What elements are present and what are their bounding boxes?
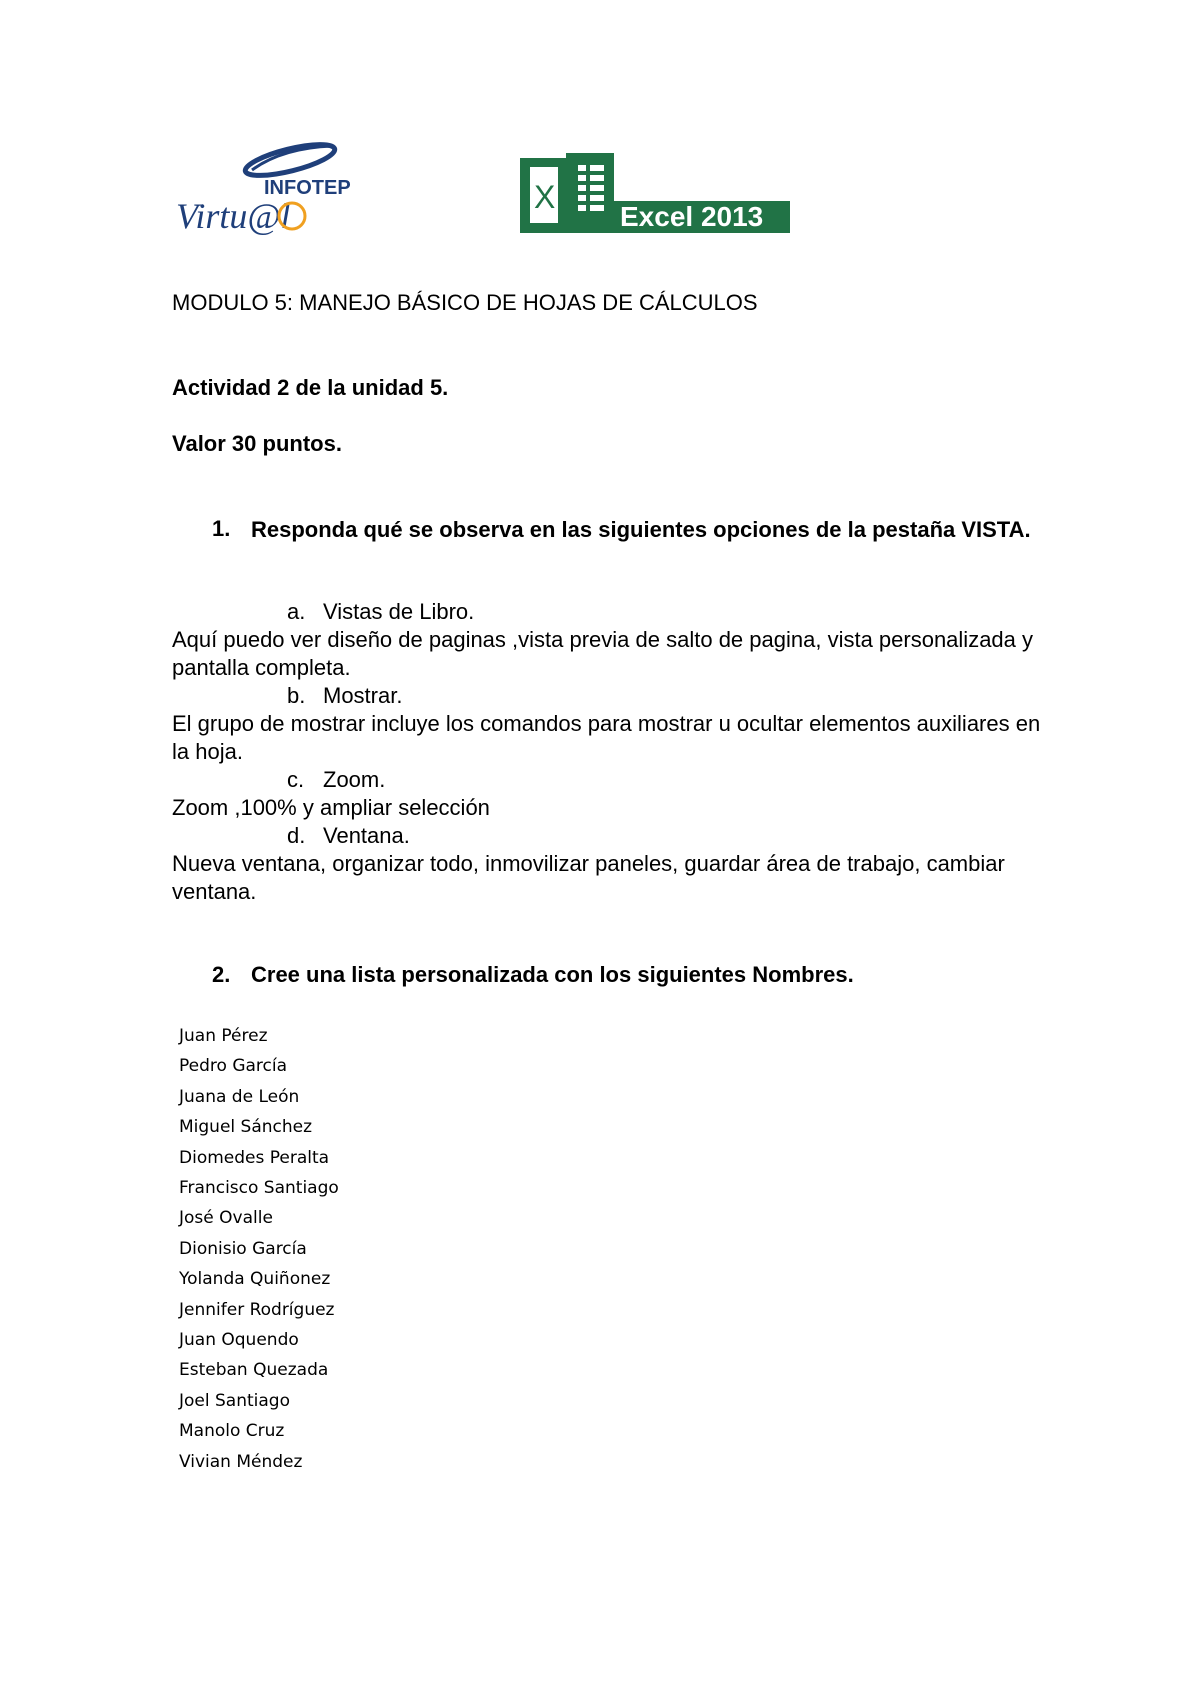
- answer-a-label: [172, 598, 1052, 626]
- list-item: Juan Oquendo: [179, 1330, 299, 1351]
- answer-b-text: El grupo de mostrar incluye los comandos para mostrar u ocultar elementos auxiliares en la hoja.: [172, 711, 1041, 764]
- list-item: Juan Pérez: [179, 1026, 268, 1046]
- infotep-virtual-logo: [172, 140, 354, 235]
- list-item: Vivian Méndez: [179, 1451, 303, 1472]
- answer-a-letter: a.: [287, 599, 306, 624]
- list-item: Pedro García: [179, 1056, 288, 1077]
- answer-a-title: Vistas de Libro.: [323, 599, 475, 624]
- answer-d-letter: d.: [287, 823, 306, 848]
- answer-d-title: Ventana.: [323, 823, 410, 848]
- list-item: Yolanda Quiñonez: [179, 1269, 331, 1290]
- module-title: MODULO 5: MANEJO BÁSICO DE HOJAS DE CÁLCULOS: [172, 290, 758, 315]
- activity-heading: Actividad 2 de la unidad 5.: [172, 375, 449, 400]
- value-heading: Valor 30 puntos.: [172, 431, 342, 456]
- answer-d-text: Nueva ventana, organizar todo, inmovilizar paneles, guardar área de trabajo, cambiar ventana.: [172, 851, 1005, 904]
- answer-d-label: [172, 822, 1052, 850]
- excel-x-icon: X: [534, 179, 556, 215]
- list-item: Miguel Sánchez: [179, 1117, 313, 1138]
- infotep-wordmark: INFOTEP: [264, 177, 351, 199]
- answer-c-label: [172, 766, 1052, 794]
- list-item: José Ovalle: [179, 1208, 273, 1229]
- answer-c-letter: c.: [287, 767, 305, 792]
- answer-b-letter: b.: [287, 683, 306, 708]
- list-item: Francisco Santiago: [179, 1178, 339, 1199]
- list-item: Diomedes Peralta: [179, 1147, 330, 1168]
- list-item: Jennifer Rodríguez: [179, 1299, 335, 1320]
- question-2-number: 2.: [212, 962, 231, 987]
- question-1-text: Responda qué se observa en las siguientes opciones de la pestaña VISTA.: [251, 517, 1031, 542]
- list-item: Dionisio García: [179, 1238, 307, 1259]
- question-2-text: Cree una lista personalizada con los siguientes Nombres.: [251, 962, 854, 987]
- virtual-wordmark: Virtu@l: [176, 196, 291, 235]
- question-1-number: 1.: [212, 516, 231, 541]
- answer-b-label: [172, 682, 1052, 710]
- list-item: Juana de León: [179, 1086, 300, 1107]
- list-item: Manolo Cruz: [179, 1421, 285, 1442]
- list-item: Joel Santiago: [179, 1390, 290, 1411]
- answer-a-text: Aquí puedo ver diseño de paginas ,vista previa de salto de pagina, vista personalizada y pantalla completa.: [172, 627, 1034, 680]
- names-list: [179, 1021, 339, 1477]
- answer-c-title: Zoom.: [323, 767, 386, 792]
- answer-b-title: Mostrar.: [323, 683, 403, 708]
- excel-2013-label: Excel 2013: [620, 201, 764, 232]
- question-1-answers: [172, 598, 1052, 906]
- excel-2013-logo: [520, 153, 790, 233]
- answer-c-text: Zoom ,100% y ampliar selección: [172, 795, 490, 820]
- list-item: Esteban Quezada: [179, 1360, 329, 1381]
